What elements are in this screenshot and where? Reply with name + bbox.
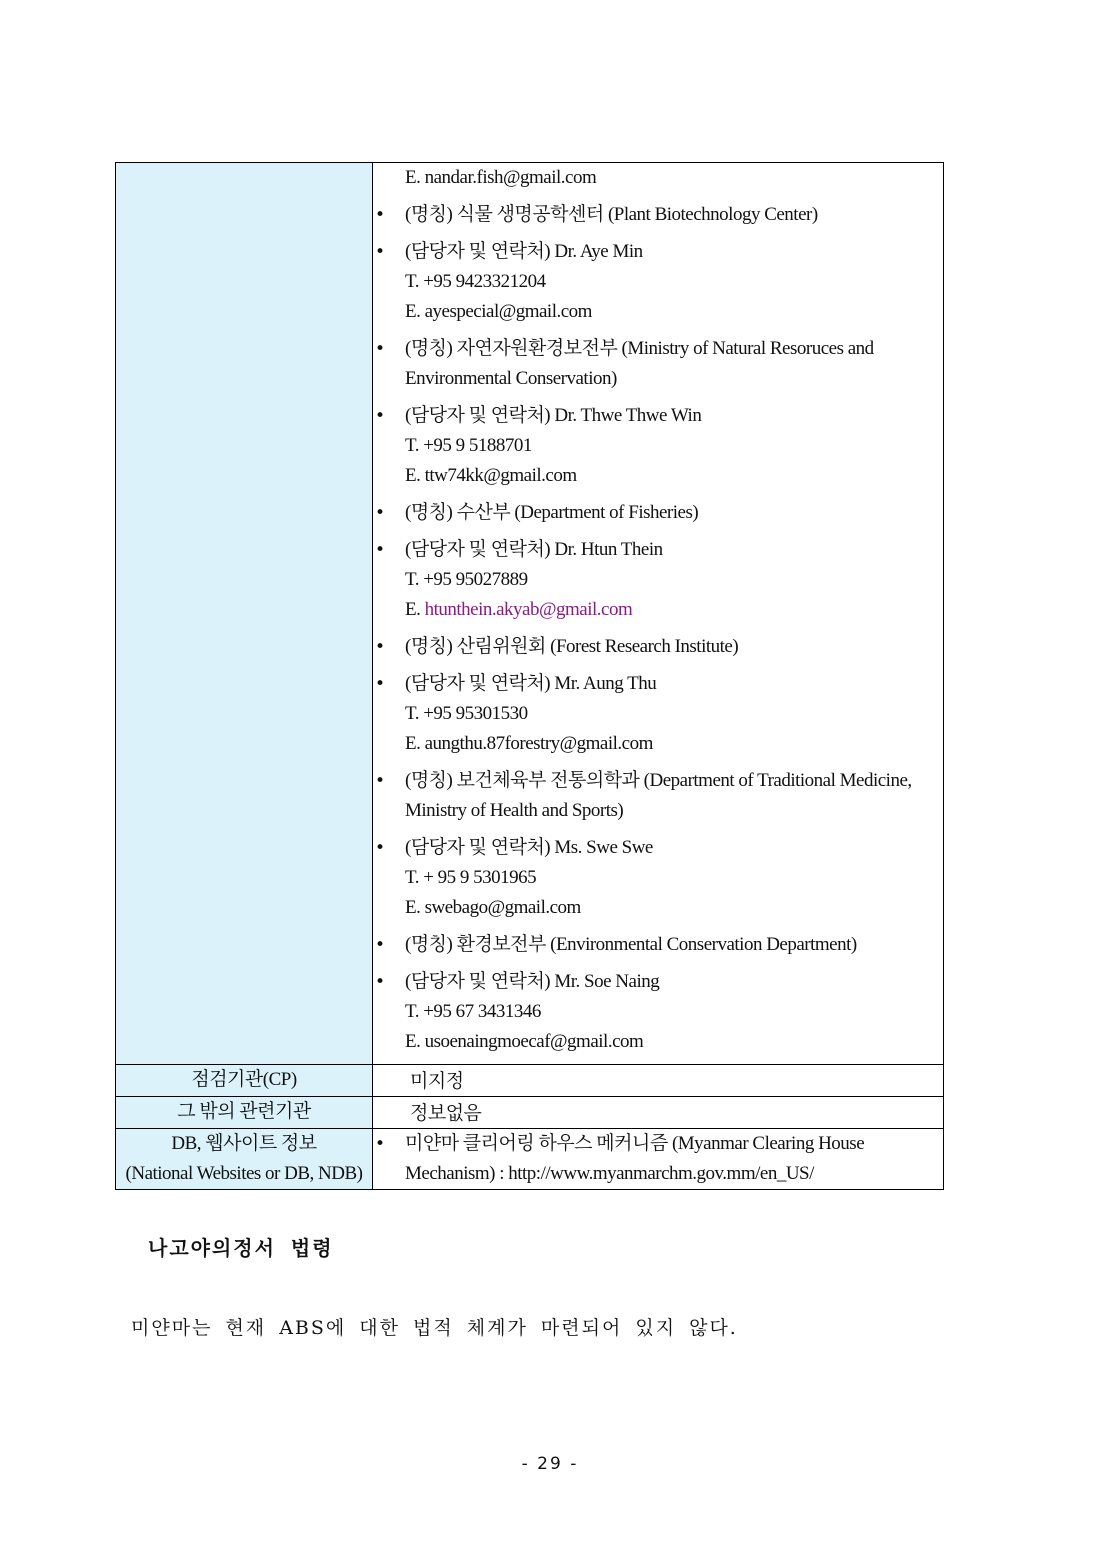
contact-list-item — [373, 632, 943, 662]
db-label-line2: (National Websites or DB, NDB) — [125, 1163, 363, 1184]
info-table — [115, 162, 944, 1190]
contacts-label-cell — [116, 163, 373, 1065]
contact-line: • (담당자 및 연락처) Mr. Aung Thu — [405, 673, 657, 694]
contact-line: • (담당자 및 연락처) Dr. Thwe Thwe Win — [405, 405, 702, 426]
other-agencies-row — [116, 1097, 944, 1129]
contact-line: • (명칭) 식물 생명공학센터 (Plant Biotechnology Center) — [405, 204, 818, 225]
contact-line: • (명칭) 산림위원회 (Forest Research Institute) — [405, 636, 739, 657]
contact-list-item — [373, 967, 943, 1057]
contact-line: • (담당자 및 연락처) Dr. Htun Thein — [405, 539, 663, 560]
db-list-item — [373, 1129, 943, 1189]
email-link[interactable]: htunthein.akyab@gmail.com — [424, 599, 633, 620]
contact-line: T. + 95 9 5301965 — [405, 867, 537, 888]
db-list — [373, 1129, 943, 1189]
contact-line: T. +95 9423321204 — [405, 271, 546, 292]
contact-email-line — [405, 595, 943, 625]
page-number: - 29 - — [521, 1454, 579, 1474]
contact-line: • (명칭) 환경보전부 (Environmental Conservation Department) — [405, 934, 857, 955]
contact-line: • (명칭) 자연자원환경보전부 (Ministry of Natural Resoruces and Environmental Conservation) — [405, 338, 874, 389]
other-agencies-value: 정보없음 — [373, 1097, 944, 1129]
cp-row — [116, 1065, 944, 1097]
contact-list-item — [373, 833, 943, 923]
contact-list-item — [373, 669, 943, 759]
body-paragraph: 미얀마는 현재 ABS에 대한 법적 체계가 마련되어 있지 않다. — [131, 1317, 738, 1339]
cp-label: 점검기관(CP) — [116, 1065, 373, 1097]
contact-list-item — [373, 163, 943, 193]
contact-list-item — [373, 200, 943, 230]
db-row — [116, 1129, 944, 1190]
contact-list — [373, 163, 943, 1057]
contact-list-item — [373, 237, 943, 327]
contact-line: T. +95 95301530 — [405, 703, 528, 724]
contact-list-item — [373, 766, 943, 826]
contact-line: • (담당자 및 연락처) Mr. Soe Naing — [405, 971, 660, 992]
db-value: • 미얀마 클리어링 하우스 메커니즘 (Myanmar Clearing House Mechanism) : http://www.myanmarchm.gov.mm/en_US/ — [405, 1133, 865, 1184]
contact-line: T. +95 67 3431346 — [405, 1001, 541, 1022]
section-heading: 나고야의정서 법령 — [148, 1236, 334, 1260]
contact-list-item — [373, 498, 943, 528]
db-value-cell — [373, 1129, 944, 1190]
contact-line: • (명칭) 수산부 (Department of Fisheries) — [405, 502, 699, 523]
contact-list-item — [373, 401, 943, 491]
db-label — [116, 1129, 373, 1190]
contacts-row — [116, 163, 944, 1065]
contact-line: E. aungthu.87forestry@gmail.com — [405, 733, 653, 754]
contacts-content-cell — [373, 163, 944, 1065]
contact-line: E. swebago@gmail.com — [405, 897, 581, 918]
contact-line: E. usoenaingmoecaf@gmail.com — [405, 1031, 644, 1052]
contact-line: E. nandar.fish@gmail.com — [405, 167, 597, 188]
contact-list-item — [373, 535, 943, 625]
contact-list-item — [373, 334, 943, 394]
email-prefix: E. — [405, 599, 425, 620]
contact-list-item — [373, 930, 943, 960]
contact-line: • (담당자 및 연락처) Ms. Swe Swe — [405, 837, 653, 858]
other-agencies-label: 그 밖의 관련기관 — [116, 1097, 373, 1129]
contact-line: • (명칭) 보건체육부 전통의학과 (Department of Traditional Medicine, Ministry of Health and Sports) — [405, 770, 912, 821]
contact-line: E. ayespecial@gmail.com — [405, 301, 592, 322]
contact-line: T. +95 95027889 — [405, 569, 528, 590]
contact-line: T. +95 9 5188701 — [405, 435, 532, 456]
cp-value: 미지정 — [373, 1065, 944, 1097]
contact-line: E. ttw74kk@gmail.com — [405, 465, 577, 486]
db-label-line1: DB, 웹사이트 정보 — [171, 1133, 317, 1154]
contact-line: • (담당자 및 연락처) Dr. Aye Min — [405, 241, 643, 262]
